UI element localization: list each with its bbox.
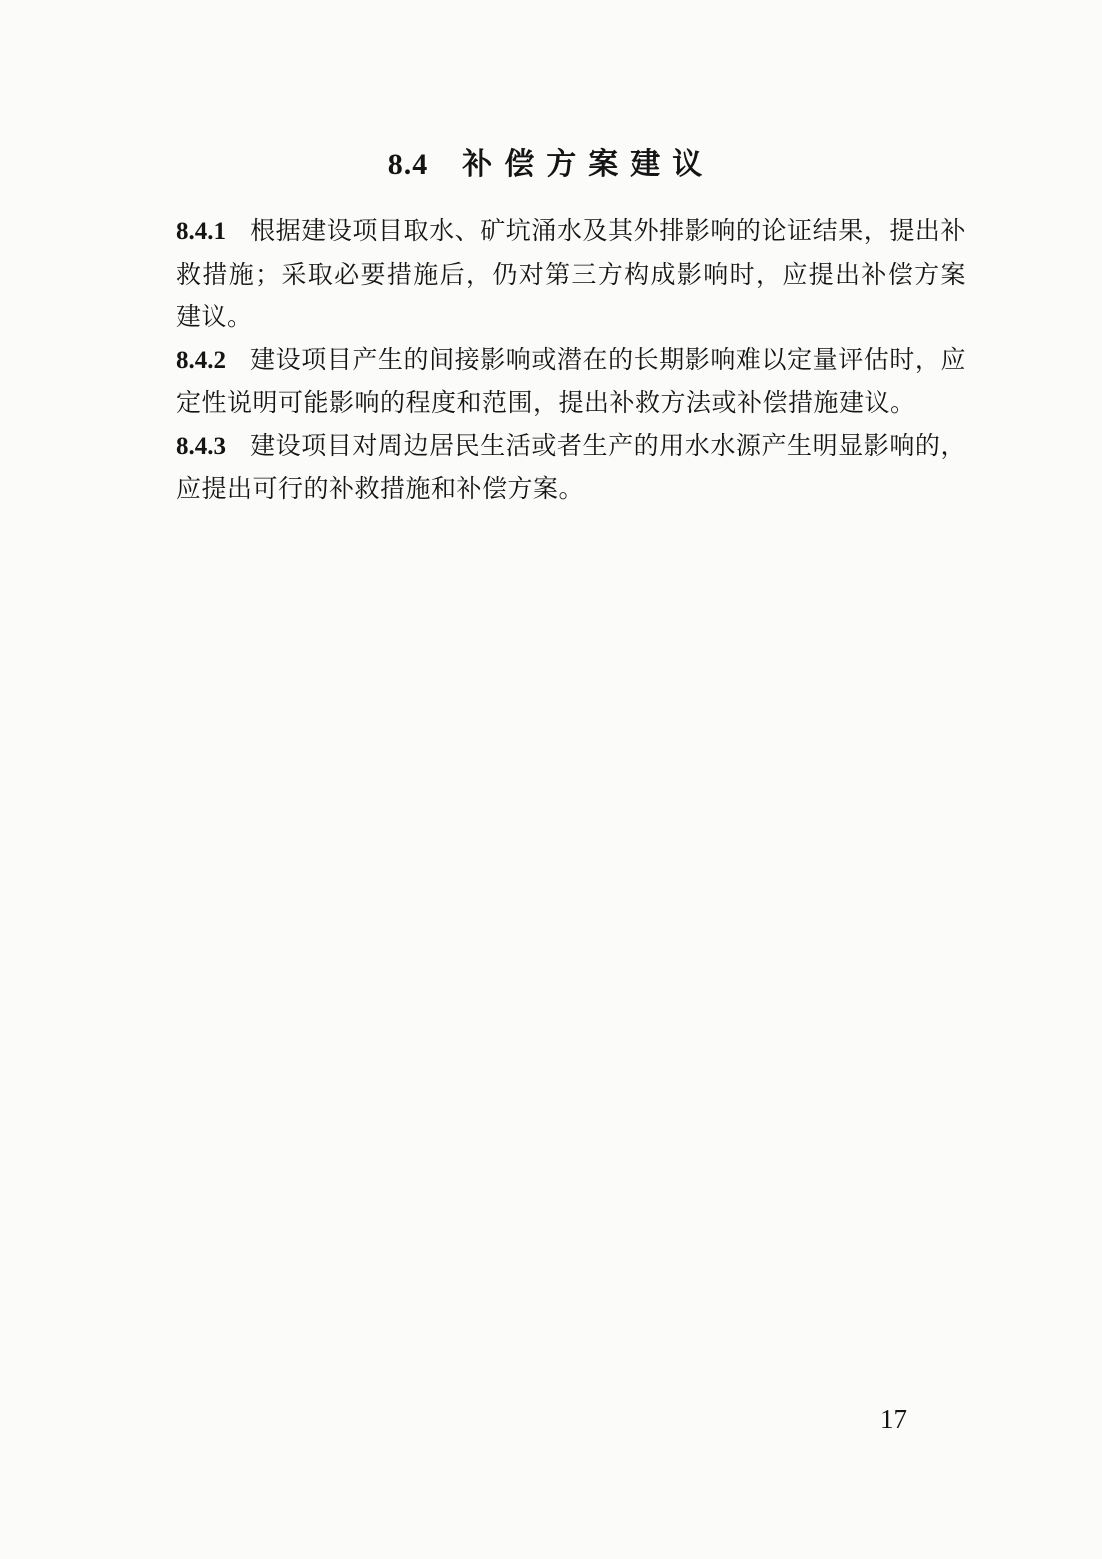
clause-8-4-2 (176, 339, 966, 425)
clause-text: 建设项目产生的间接影响或潜在的长期影响难以定量评估时，应定性说明可能影响的程度和范围，提出补救方法或补偿措施建议。 (176, 344, 966, 417)
clause-text: 根据建设项目取水、矿坑涌水及其外排影响的论证结果，提出补救措施；采取必要措施后，仍对第三方构成影响时，应提出补偿方案建议。 (176, 216, 966, 331)
section-number: 8.4 (387, 148, 429, 181)
clause-8-4-3 (176, 425, 966, 511)
clause-list (176, 210, 966, 511)
page-number: 17 (880, 1404, 907, 1434)
section-heading (0, 143, 1102, 187)
section-title: 补偿方案建议 (462, 147, 715, 182)
clause-number: 8.4.1 (176, 218, 226, 245)
clause-8-4-1 (176, 210, 966, 339)
clause-number: 8.4.2 (176, 346, 226, 374)
clause-number: 8.4.3 (176, 432, 226, 460)
clause-text: 建设项目对周边居民生活或者生产的用水水源产生明显影响的，应提出可行的补救措施和补偿方案。 (176, 430, 966, 503)
